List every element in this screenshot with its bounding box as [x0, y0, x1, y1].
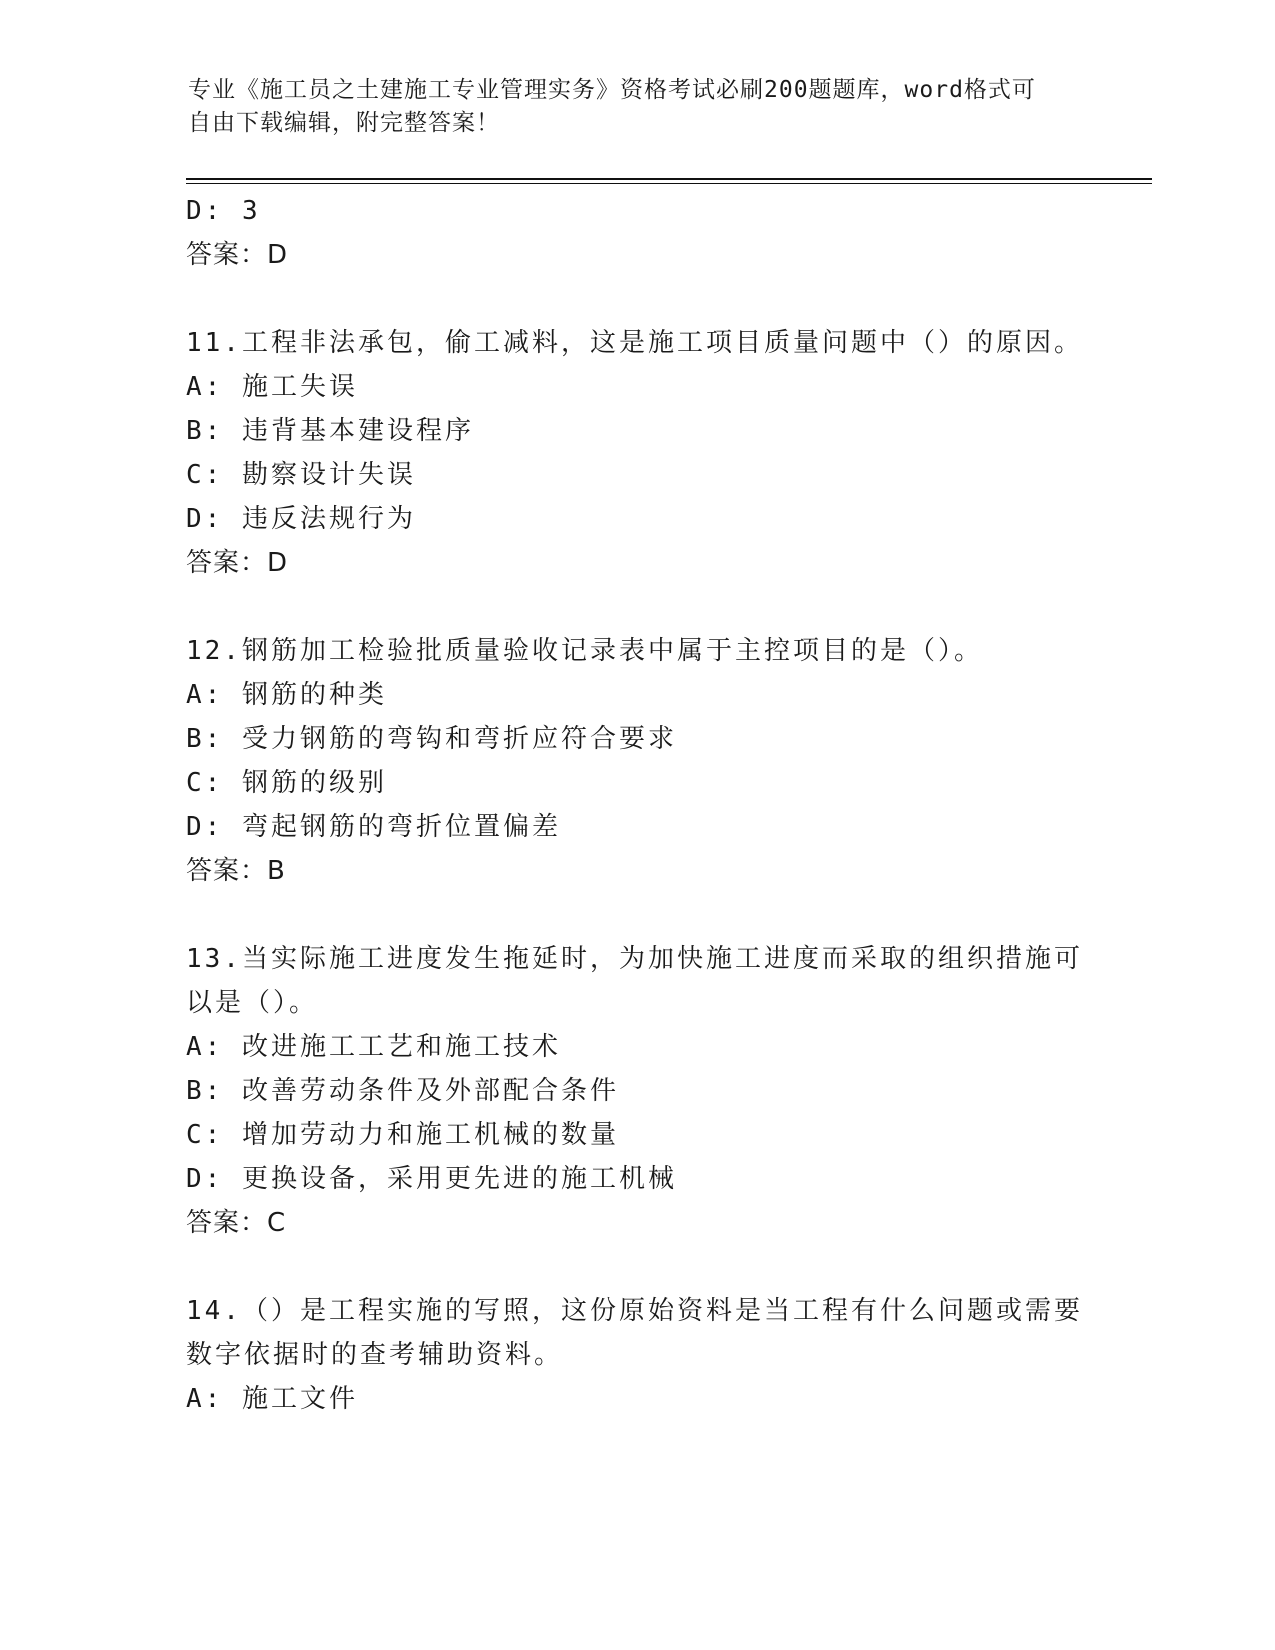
- question-11-stem: 11.工程非法承包，偷工减料，这是施工项目质量问题中（）的原因。: [186, 328, 1083, 358]
- header-rule-thin: [186, 183, 1152, 184]
- question-14-stem-line-1: 14.（）是工程实施的写照，这份原始资料是当工程有什么问题或需要: [186, 1296, 1083, 1326]
- question-13-stem-line-1: 13.当实际施工进度发生拖延时，为加快施工进度而采取的组织措施可: [186, 944, 1083, 974]
- question-11-option-b: B: 违背基本建设程序: [186, 416, 474, 446]
- question-11-option-c: C: 勘察设计失误: [186, 460, 416, 490]
- question-13-stem-line-2: 以是（）。: [186, 988, 319, 1018]
- question-13-answer: 答案：C: [186, 1208, 287, 1238]
- question-14-stem-line-2: 数字依据时的查考辅助资料。: [186, 1340, 564, 1370]
- question-12-stem: 12.钢筋加工检验批质量验收记录表中属于主控项目的是（）。: [186, 636, 983, 666]
- question-13-option-c: C: 增加劳动力和施工机械的数量: [186, 1120, 619, 1150]
- question-13-option-d: D: 更换设备，采用更先进的施工机械: [186, 1164, 677, 1194]
- document-header: [188, 74, 1088, 140]
- question-11-option-d: D: 违反法规行为: [186, 504, 416, 534]
- question-13-option-a: A: 改进施工工艺和施工技术: [186, 1032, 561, 1062]
- question-13-option-b: B: 改善劳动条件及外部配合条件: [186, 1076, 619, 1106]
- question-12-option-a: A: 钢筋的种类: [186, 680, 387, 710]
- prev-answer: 答案：D: [186, 240, 289, 270]
- question-11-answer: 答案：D: [186, 548, 289, 578]
- header-rule: [186, 178, 1152, 180]
- header-line-2: 自由下载编辑，附完整答案！: [188, 110, 500, 136]
- header-line-1: 专业《施工员之土建施工专业管理实务》资格考试必刷200题题库，word格式可: [188, 77, 1036, 103]
- question-14-option-a: A: 施工文件: [186, 1384, 358, 1414]
- question-11-option-a: A: 施工失误: [186, 372, 358, 402]
- question-12-option-b: B: 受力钢筋的弯钩和弯折应符合要求: [186, 724, 677, 754]
- question-12-answer: 答案：B: [186, 856, 286, 886]
- prev-option-d: D: 3: [186, 196, 261, 226]
- question-12-option-d: D: 弯起钢筋的弯折位置偏差: [186, 812, 561, 842]
- question-12-option-c: C: 钢筋的级别: [186, 768, 387, 798]
